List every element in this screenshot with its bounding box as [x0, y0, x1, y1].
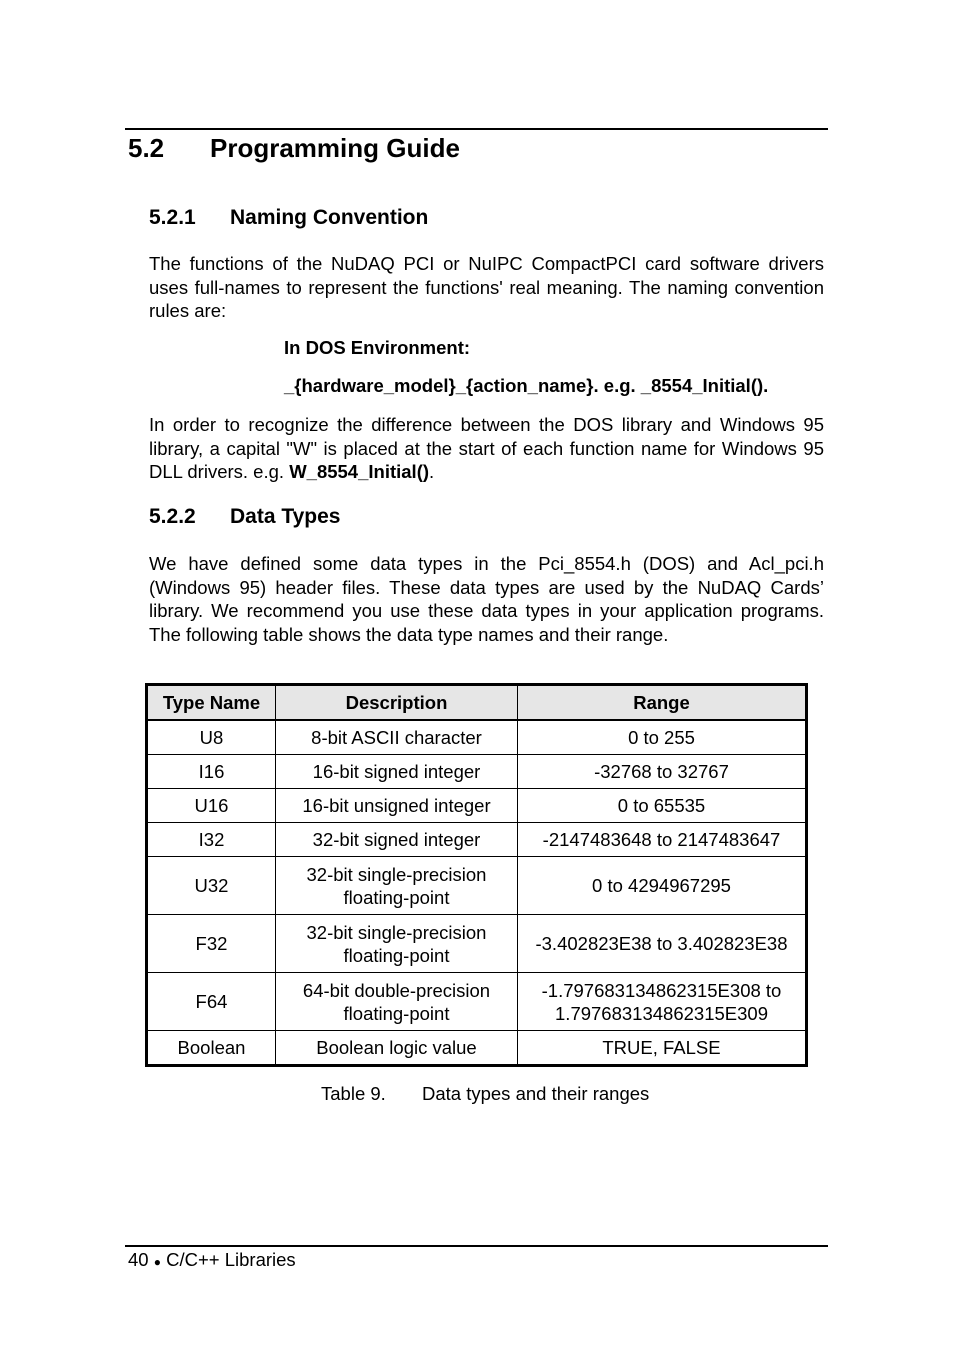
naming-title: Naming Convention — [230, 206, 429, 229]
datatypes-intro: We have defined some data types in the Pci_8554.h (DOS) and Acl_pci.h (Windows 95) header files. These data types are used by the NuDAQ Cards’ library. We recommend you use these data types in your application programs. The following table shows the data type names and their range. — [149, 553, 824, 646]
windows-paragraph — [149, 413, 824, 484]
table-row — [147, 823, 807, 857]
range-cell: -32768 to 32767 — [518, 755, 807, 789]
datatypes-heading — [149, 505, 341, 529]
type-name-cell: I16 — [147, 755, 276, 789]
table-caption — [321, 1083, 649, 1105]
page-number: 40 — [128, 1249, 149, 1270]
description-cell: 8-bit ASCII character — [276, 720, 518, 755]
description-cell: 32-bit single-precision floating-point — [276, 915, 518, 973]
dos-env-label: In DOS Environment: — [284, 337, 471, 358]
page-footer — [128, 1249, 296, 1271]
type-name-cell: Boolean — [147, 1031, 276, 1066]
bullet-icon: ● — [153, 1255, 161, 1269]
type-name-cell: U8 — [147, 720, 276, 755]
range-cell: 0 to 4294967295 — [518, 857, 807, 915]
table-row — [147, 755, 807, 789]
description-cell: 32-bit single-precision floating-point — [276, 857, 518, 915]
caption-label: Table 9. — [321, 1083, 386, 1104]
type-name-cell: U16 — [147, 789, 276, 823]
table-row — [147, 915, 807, 973]
type-name-cell: F32 — [147, 915, 276, 973]
description-cell: 32-bit signed integer — [276, 823, 518, 857]
section-number: 5.2 — [128, 133, 165, 163]
windows-end: . — [429, 461, 435, 483]
header-range: Range — [518, 685, 807, 721]
description-cell: 16-bit signed integer — [276, 755, 518, 789]
section-title: Programming Guide — [210, 133, 460, 163]
data-types-table — [145, 683, 808, 1067]
footer-text: C/C++ Libraries — [166, 1249, 296, 1270]
table-row — [147, 789, 807, 823]
footer-rule — [125, 1245, 828, 1247]
caption-text: Data types and their ranges — [422, 1083, 650, 1104]
header-description: Description — [276, 685, 518, 721]
description-cell: 16-bit unsigned integer — [276, 789, 518, 823]
table-row — [147, 1031, 807, 1066]
section-heading — [128, 133, 460, 164]
range-cell: 0 to 255 — [518, 720, 807, 755]
table-row — [147, 857, 807, 915]
naming-intro: The functions of the NuDAQ PCI or NuIPC CompactPCI card software drivers uses full-names to represent the functions' real meaning. The naming convention rules are: — [149, 253, 824, 322]
top-rule — [125, 128, 828, 130]
datatypes-number: 5.2.2 — [149, 505, 196, 528]
datatypes-title: Data Types — [230, 505, 341, 528]
header-type-name: Type Name — [147, 685, 276, 721]
windows-example: W_8554_Initial() — [289, 461, 430, 483]
windows-text: In order to recognize the difference between the DOS library and Windows 95 library, a capital "W" is placed at the start of each function name for Windows 95 DLL drivers. e.g. — [149, 414, 824, 483]
dos-naming-rule: _{hardware_model}_{action_name}. e.g. _8554_Initial(). — [284, 375, 769, 396]
range-cell: -1.797683134862315E308 to 1.797683134862315E309 — [518, 973, 807, 1031]
table-row — [147, 973, 807, 1031]
type-name-cell: I32 — [147, 823, 276, 857]
range-cell: -2147483648 to 2147483647 — [518, 823, 807, 857]
description-cell: Boolean logic value — [276, 1031, 518, 1066]
range-cell: -3.402823E38 to 3.402823E38 — [518, 915, 807, 973]
range-cell: 0 to 65535 — [518, 789, 807, 823]
table-header-row — [147, 685, 807, 721]
table-row — [147, 720, 807, 755]
type-name-cell: F64 — [147, 973, 276, 1031]
naming-number: 5.2.1 — [149, 206, 196, 229]
range-cell: TRUE, FALSE — [518, 1031, 807, 1066]
naming-heading — [149, 206, 428, 230]
description-cell: 64-bit double-precision floating-point — [276, 973, 518, 1031]
type-name-cell: U32 — [147, 857, 276, 915]
